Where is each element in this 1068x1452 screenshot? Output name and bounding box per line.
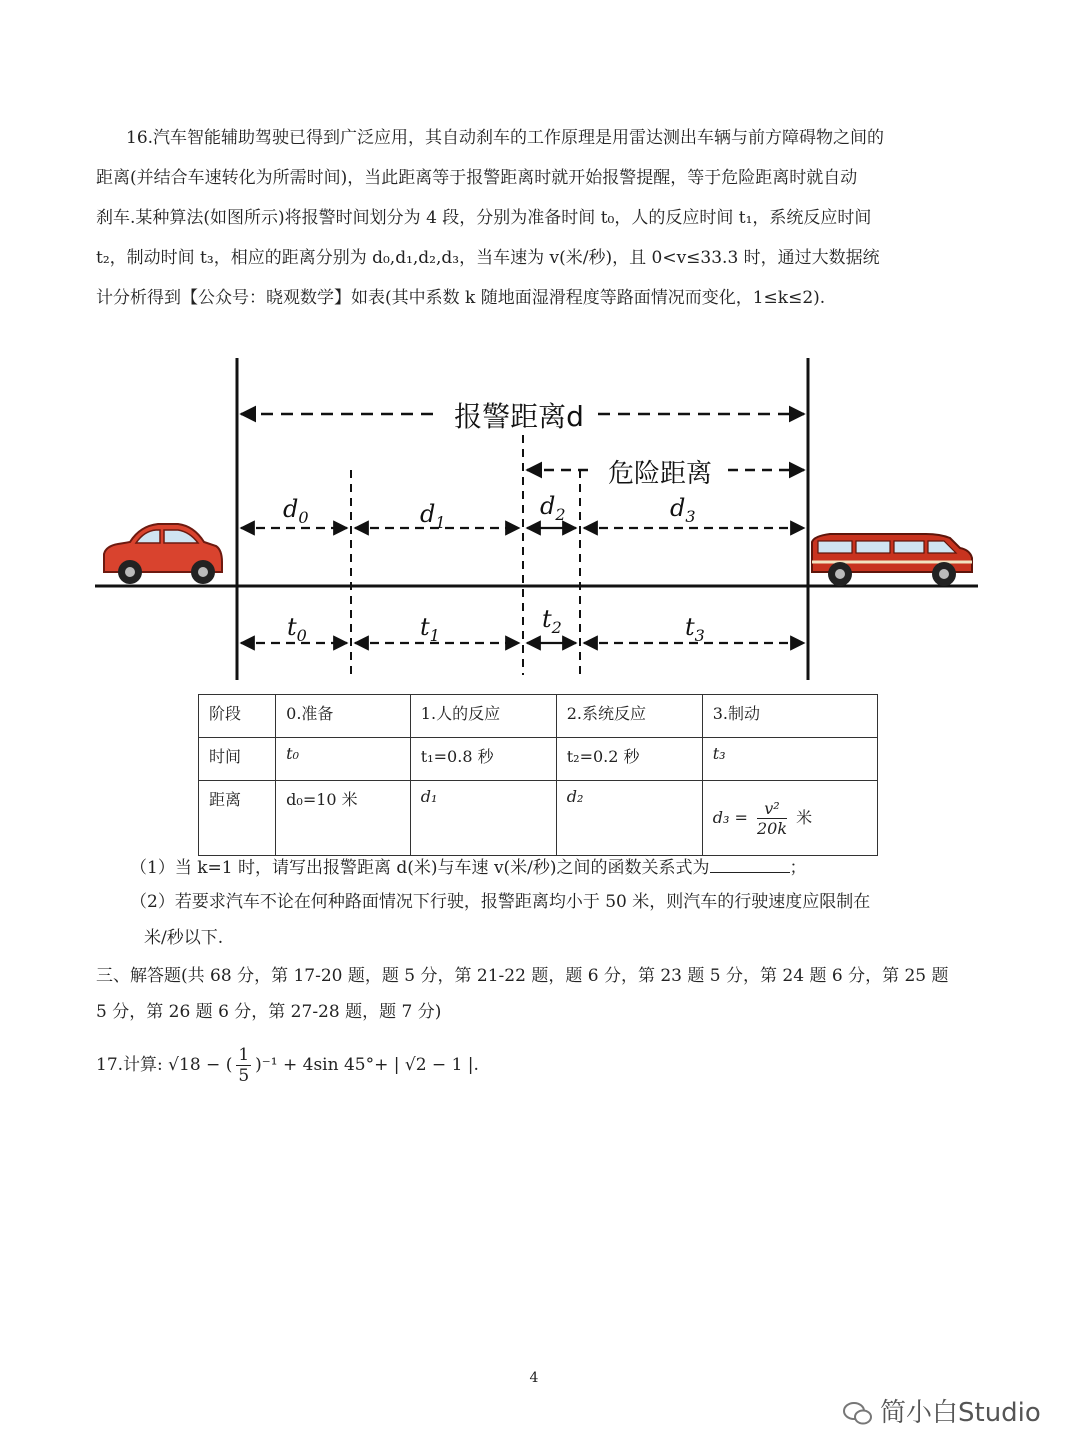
d3-formula-cell	[702, 781, 877, 856]
table-cell: t₃	[702, 738, 877, 781]
table-cell: t₁=0.8 秒	[410, 738, 556, 781]
table-time-row	[199, 738, 878, 781]
q17-prefix: 17.计算:	[96, 1055, 163, 1075]
section-3-heading	[96, 958, 980, 1030]
table-distance-row	[199, 781, 878, 856]
danger-distance-label: 危险距离	[607, 459, 713, 489]
subquestion-1	[130, 850, 990, 886]
q16-line-1: 16.汽车智能辅助驾驶已得到广泛应用，其自动刹车的工作原理是用雷达测出车辆与前方障碍物之间的	[126, 128, 885, 148]
stage-table	[198, 694, 878, 856]
table-cell: d₀=10 米	[276, 781, 411, 856]
t3-label: $t_3$	[685, 613, 705, 645]
t1-label: $t_1$	[420, 613, 440, 645]
alarm-distance-label: 报警距离d	[454, 400, 584, 433]
d3-unit: 米	[796, 807, 813, 827]
d3-fraction	[757, 799, 787, 838]
d3-numerator: v²	[757, 799, 787, 819]
q1-answer-blank[interactable]	[710, 854, 790, 873]
table-cell: 2.系统反应	[556, 695, 702, 738]
table-cell: d₁	[410, 781, 556, 856]
question-17	[96, 1045, 479, 1086]
q17-part1: √18 − (	[168, 1055, 233, 1075]
q1-text: （1）当 k=1 时，请写出报警距离 d(米)与车速 v(米/秒)之间的函数关系式为	[130, 858, 710, 878]
section-3-line-1: 三、解答题(共 68 分，第 17-20 题，题 5 分，第 21-22 题，题 6 分，第 23 题 5 分，第 24 题 6 分，第 25 题	[96, 966, 949, 986]
q2-line-1: （2）若要求汽车不论在何种路面情况下行驶，报警距离均小于 50 米，则汽车的行驶速度应限制在	[130, 892, 871, 912]
right-van-icon	[812, 534, 972, 586]
q16-line-4: t₂，制动时间 t₃，相应的距离分别为 d₀,d₁,d₂,d₃，当车速为 v(米/秒)，且 0<v≤33.3 时，通过大数据统	[96, 248, 880, 268]
question-16-text	[96, 118, 980, 318]
d3-label: $d_3$	[670, 494, 696, 526]
watermark	[842, 1392, 1041, 1429]
wechat-icon	[842, 1400, 874, 1428]
q17-frac-den: 5	[238, 1066, 250, 1086]
table-cell: 3.制动	[702, 695, 877, 738]
table-cell: 1.人的反应	[410, 695, 556, 738]
q2-line-2	[130, 920, 990, 956]
q2-line-2-text: 米/秒以下.	[144, 928, 224, 948]
t2-label: $t_2$	[542, 605, 562, 637]
q16-line-5: 计分析得到【公众号：晓观数学】如表(其中系数 k 随地面湿滑程度等路面情况而变化，1≤k≤2).	[96, 288, 826, 308]
d3-prefix: d₃ =	[712, 807, 748, 827]
t0-label: $t_0$	[287, 613, 307, 645]
table-cell: 时间	[199, 738, 276, 781]
table-header-row	[199, 695, 878, 738]
watermark-text: 简小白Studio	[880, 1398, 1041, 1428]
q17-fraction	[236, 1045, 251, 1086]
d1-label: $d_1$	[420, 500, 446, 532]
q16-line-2: 距离(并结合车速转化为所需时间)，当此距离等于报警距离时就开始报警提醒，等于危险距离时就自动	[96, 168, 858, 188]
q17-part2: )⁻¹ + 4sin 45°+ | √2 − 1 |.	[255, 1055, 479, 1075]
d0-label: $d_0$	[283, 495, 309, 527]
page-number: 4	[529, 1370, 539, 1386]
d2-label: $d_2$	[540, 492, 566, 524]
d3-denominator: 20k	[756, 818, 788, 838]
subquestion-2	[130, 884, 990, 956]
table-cell: d₂	[556, 781, 702, 856]
q17-frac-num: 1	[238, 1045, 250, 1065]
table-cell: 距离	[199, 781, 276, 856]
table-cell: 阶段	[199, 695, 276, 738]
table-cell: t₀	[276, 738, 411, 781]
table-cell: 0.准备	[276, 695, 411, 738]
q16-line-3: 刹车.某种算法(如图所示)将报警时间划分为 4 段，分别为准备时间 t₀，人的反应时间 t₁，系统反应时间	[96, 208, 872, 228]
braking-distance-diagram	[0, 350, 1068, 690]
q1-end: ；	[789, 858, 807, 878]
left-car-icon	[104, 524, 222, 584]
section-3-line-2: 5 分，第 26 题 6 分，第 27-28 题，题 7 分)	[96, 1002, 442, 1022]
table-cell: t₂=0.2 秒	[556, 738, 702, 781]
